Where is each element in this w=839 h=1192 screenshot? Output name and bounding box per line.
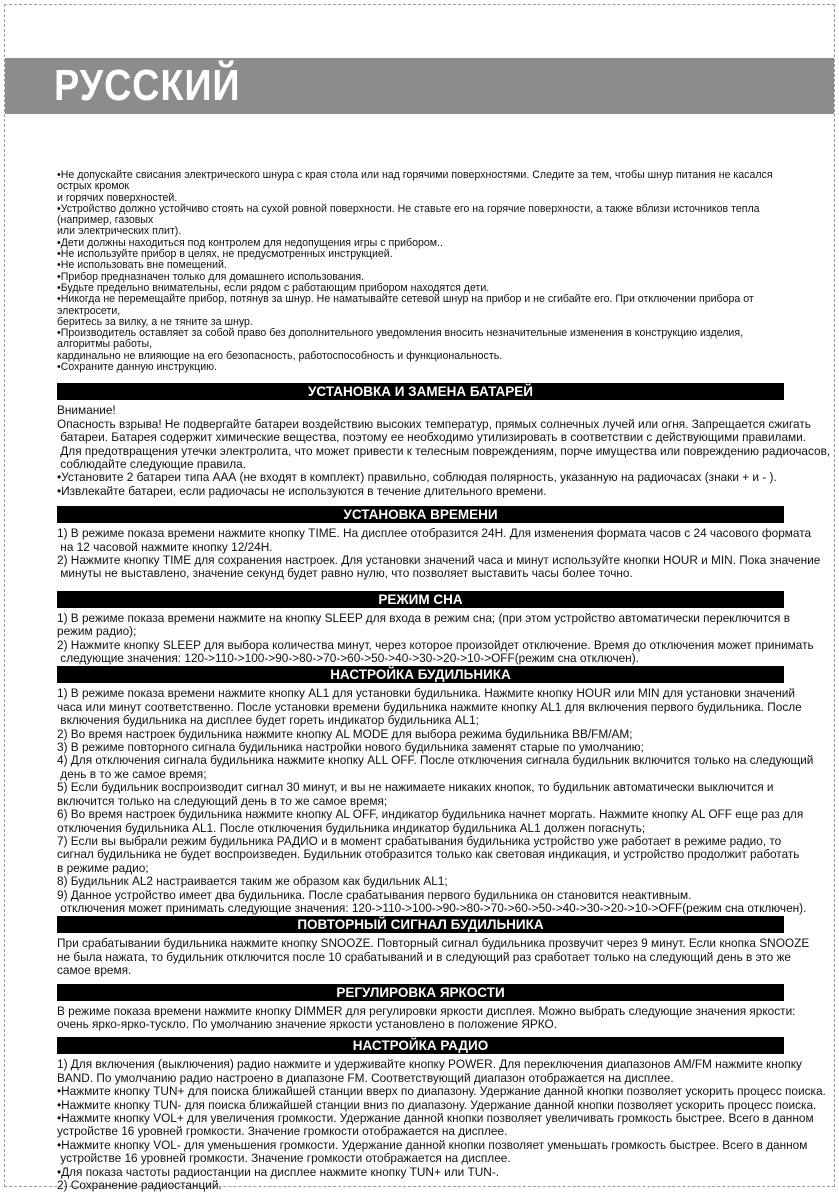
section <box>57 666 814 915</box>
warning-line: или электрических плит). <box>57 225 182 238</box>
section-heading: НАСТРОЙКА БУДИЛЬНИКА <box>57 666 784 683</box>
warning-line: •Не используйте прибор в целях, не предусмотренных инструкцией. <box>57 248 393 261</box>
section-text-line: 1) В режиме показа времени нажмите кнопку AL1 для установки будильника. Нажмите кнопку HOUR или MIN для установки значений <box>57 686 796 701</box>
section-heading: РЕГУЛИРОВКА ЯРКОСТИ <box>57 984 784 1001</box>
section-text-line: соблюдайте следующие правила. <box>57 456 247 471</box>
section-text-line: 9) Данное устройство имеет два будильника. После срабатывания первого будильника он становится неактивным. <box>57 887 692 902</box>
section-text-line: 8) Будильник AL2 настраивается таким же образом как будильник AL1; <box>57 874 448 889</box>
section-text-line: 1) В режиме показа времени нажмите кнопку TIME. На дисплее отобразится 24H. Для изменения формата часов с 24 часового формата <box>57 526 812 541</box>
section <box>57 383 831 498</box>
language-title: РУССКИЙ <box>54 61 241 110</box>
warning-line: •Не использовать вне помещений. <box>57 259 227 272</box>
warning-line: кардинально не влияющие на его безопасность, работоспособность и функциональность. <box>57 349 503 362</box>
section-text-line: В режиме показа времени нажмите кнопку DIMMER для регулировки яркости дисплея. Можно выбрать следующие значения яркости: <box>57 1003 796 1018</box>
section-heading: УСТАНОВКА ВРЕМЕНИ <box>57 506 784 523</box>
warning-line: •Прибор предназначен только для домашнего использования. <box>57 270 365 283</box>
section-text-line: устройстве 16 уровней громкости. Значение громкости отображается на дисплее. <box>57 1124 508 1139</box>
warning-line: и горячих поверхностей. <box>57 191 178 204</box>
section-text-line: При срабатывании будильника нажмите кнопку SNOOZE. Повторный сигнал будильника прозвучит через 9 минут. Если кнопка SNOOZE <box>57 936 810 951</box>
warning-line: •Будьте предельно внимательны, если рядом с работающим прибором находятся дети. <box>57 281 490 294</box>
instruction-sections <box>57 383 831 1192</box>
section-text-line: 3) В режиме повторного сигнала будильника настройки нового будильника заменят старые по умолчанию; <box>57 740 644 755</box>
section-text-line: включения будильника на дисплее будет гореть индикатор будильника AL1; <box>57 713 479 728</box>
section-text-line: Опасность взрыва! Не подвергайте батареи воздействию высоких температур, прямых солнечных лучей или огня. Запрещается сжигать <box>57 416 811 431</box>
section-text-line: BAND. По умолчанию радио настроено в диапазоне FM. Соответствующий диапазон отображается на дисплее. <box>57 1070 674 1085</box>
section-text-line: 2) Во время настроек будильника нажмите кнопку AL MODE для выбора режима будильника BB/FM/AM; <box>57 726 633 741</box>
section-text-line: •Нажмите кнопку VOL+ для увеличения громкости. Удержание данной кнопки позволяет увеличивать громкость быстрее. Всего в данном <box>57 1111 814 1125</box>
section <box>57 591 814 666</box>
section-text-line: сигнал будильника не будет воспроизведен. Будильник отобразится только как световая индикация, и устройство продолжит работать <box>57 847 800 862</box>
section-text-line: •Извлекайте батареи, если радиочасы не используются в течение длительного времени. <box>57 483 547 498</box>
section <box>57 506 821 581</box>
section-text-line: Для предотвращения утечки электролита, что может привести к телесным повреждениям, порче имущества или повреждению радиочасов, <box>57 443 831 458</box>
warning-line: •Не допускайте свисания электрического шнура с края стола или над горячими поверхностями. Следите за тем, чтобы шнур питания не касался острых кромок <box>57 169 773 193</box>
safety-warnings <box>57 170 784 373</box>
section-text-line: батареи. Батарея содержит химические вещества, поэтому ее необходимо утилизировать в соответствии с действующими правилами. <box>57 430 807 445</box>
section-text-line: 5) Если будильник воспроизводит сигнал 30 минут, и вы не нажимаете никаких кнопок, то будильник автоматически выключится и <box>57 780 774 795</box>
section-text-line: 6) Во время настроек будильника нажмите кнопку AL OFF, индикатор будильника начнет моргать. Нажмите кнопку AL OFF еще раз для <box>57 807 804 822</box>
section-text-line: на 12 часовой нажмите кнопку 12/24H. <box>57 539 273 554</box>
section-text-line: 2) Нажмите кнопку TIME для сохранения настроек. Для установки значений часа и минут используйте кнопки HOUR и MIN. Пока значение <box>57 553 821 567</box>
section-text-line: Внимание! <box>57 403 116 418</box>
warning-line: беритесь за вилку, а не тяните за шнур. <box>57 315 253 328</box>
section-text-line: не была нажата, то будильник отключится после 10 срабатываний и в следующий раз сработает только на следующий день в это же <box>57 949 791 964</box>
section-text-line: очень ярко-ярко-тускло. По умолчанию значение яркости установлено в положение ЯРКО. <box>57 1016 558 1031</box>
section-text-line: отключения будильника AL1. После отключения будильника индикатор будильника AL1 должен погаснуть; <box>57 820 646 835</box>
section-text-line: следующие значения: 120->110->100->90->80->70->60->50->40->30->20->10->OFF(режим сна отключен). <box>57 651 639 666</box>
section-text-line: отключения может принимать следующие значения: 120->110->100->90->80->70->60->50->40->30->20->10->OFF(режим сна отключен). <box>57 900 807 915</box>
section-text-line: минуты не выставлено, значение секунд будет равно нулю, что позволяет выставить часы более точно. <box>57 566 633 581</box>
document-content <box>57 169 831 1192</box>
section-heading: ПОВТОРНЫЙ СИГНАЛ БУДИЛЬНИКА <box>57 916 784 933</box>
section-text-line: включится только на следующий день в то же самое время; <box>57 793 388 808</box>
section-text-line: самое время. <box>57 963 132 978</box>
section-text-line: •Нажмите кнопку TUN+ для поиска ближайшей станции вверх по диапазону. Удержание данной кнопки позволяет ускорить процесс поиска. <box>57 1084 826 1099</box>
section <box>57 1037 826 1192</box>
section-text-line: режим радио); <box>57 624 137 639</box>
section-text-line: 4) Для отключения сигнала будильника нажмите кнопку ALL OFF. После отключения сигнала будильник включится только на следующий <box>57 753 814 768</box>
section-text-line: день в то же самое время; <box>57 766 207 781</box>
section-heading: НАСТРОЙКА РАДИО <box>57 1037 784 1054</box>
section-text-line: 1) В режиме показа времени нажмите на кнопку SLEEP для входа в режим сна; (при этом устройство автоматически переключится в <box>57 610 791 625</box>
warning-line: •Дети должны находиться под контролем для недопущения игры с прибором.. <box>57 236 443 249</box>
section-text-line: 1) Для включения (выключения) радио нажмите и удерживайте кнопку POWER. Для переключения диапазонов AM/FM нажмите кнопку <box>57 1057 802 1072</box>
section-text-line: •Нажмите кнопку TUN- для поиска ближайшей станции вниз по диапазону. Удержание данной кнопки позволяет ускорить процесс поиска. <box>57 1097 817 1112</box>
section <box>57 984 796 1032</box>
section-heading: РЕЖИМ СНА <box>57 591 784 608</box>
warning-line: •Никогда не перемещайте прибор, потянув за шнур. Не наматывайте сетевой шнур на прибор и не сгибайте его. При отключении прибора от электросети, <box>57 293 754 317</box>
section-text-line: 7) Если вы выбрали режим будильника РАДИО и в момент срабатывания будильника устройство уже работает в режиме радио, то <box>57 833 782 848</box>
section <box>57 916 810 978</box>
warning-line: •Сохраните данную инструкцию. <box>57 361 218 374</box>
section-text-line: •Нажмите кнопку VOL- для уменьшения громкости. Удержание данной кнопки позволяет уменьшать громкость быстрее. Всего в данном <box>57 1137 808 1152</box>
warning-line: •Устройство должно устойчиво стоять на сухой ровной поверхности. Не ставьте его на горячие поверхности, а также вблизи источников тепла (например, газовых <box>57 202 760 227</box>
section-text-line: часа или минут соответственно. После установки времени будильника нажмите кнопку AL1 для включения первого будильника. После <box>57 699 802 714</box>
section-text-line: устройстве 16 уровней громкости. Значение громкости отображается на дисплее. <box>57 1151 511 1166</box>
section-text-line: 2) Нажмите кнопку SLEEP для выбора количества минут, через которое произойдет отключение. Время до отключения может принимать <box>57 637 814 652</box>
section-text-line: 2) Сохранение радиостанций. <box>57 1178 222 1192</box>
section-text-line: •Для показа частоты радиостанции на дисплее нажмите кнопку TUN+ или TUN-. <box>57 1164 500 1179</box>
warning-line: •Производитель оставляет за собой право без дополнительного уведомления вносить незначительные изменения в конструкцию изделия, алгоритмы работы, <box>57 327 744 351</box>
section-text-line: в режиме радио; <box>57 860 149 875</box>
section-heading: УСТАНОВКА И ЗАМЕНА БАТАРЕЙ <box>57 383 784 400</box>
section-text-line: •Установите 2 батареи типа ААА (не входят в комплект) правильно, соблюдая полярность, указанную на радиочасах (знаки + и - ). <box>57 470 777 485</box>
